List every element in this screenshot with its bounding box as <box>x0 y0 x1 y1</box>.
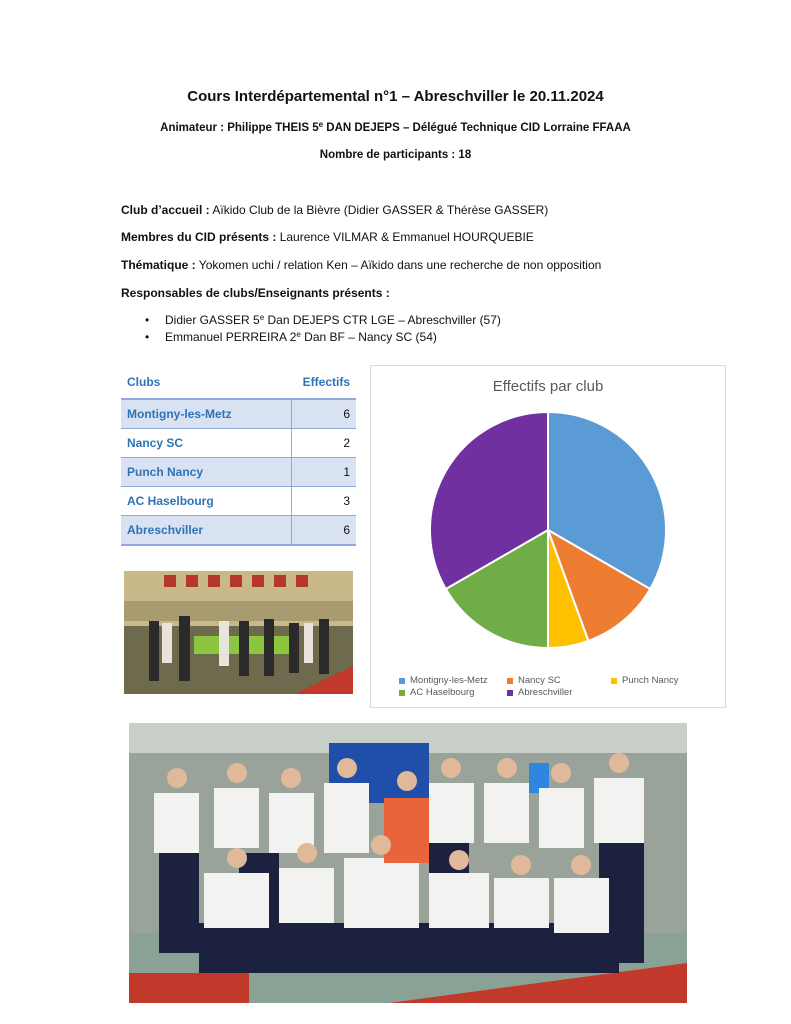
membres-cid-value: Laurence VILMAR & Emmanuel HOURQUEBIE <box>276 230 534 244</box>
list-item: • Didier GASSER 5e Dan DEJEPS CTR LGE – Abreschviller (57) <box>145 312 501 329</box>
legend-label: AC Haselbourg <box>410 687 475 698</box>
effectifs-table <box>121 366 356 546</box>
responsables-heading: Responsables de clubs/Enseignants présents : <box>121 286 390 300</box>
table-row: Punch Nancy 1 <box>121 458 356 487</box>
table-row: Nancy SC 2 <box>121 429 356 458</box>
legend-item <box>399 675 488 686</box>
legend-label: Abreschviller <box>518 687 573 698</box>
col-clubs: Clubs <box>127 375 161 389</box>
table-row: Abreschviller 6 <box>121 516 356 546</box>
membres-cid-line <box>121 230 534 244</box>
legend-label: Montigny-les-Metz <box>410 675 488 686</box>
legend-swatch <box>399 678 405 684</box>
legend-label: Punch Nancy <box>622 675 679 686</box>
club-accueil-line <box>121 203 548 217</box>
thematique-line <box>121 258 601 272</box>
club-accueil-label: Club d’accueil : <box>121 203 210 217</box>
membres-cid-label: Membres du CID présents : <box>121 230 277 244</box>
responsables-list <box>145 312 501 346</box>
group-photo-large <box>129 723 687 1003</box>
col-effectifs: Effectifs <box>302 375 350 389</box>
legend-swatch <box>611 678 617 684</box>
pie-svg <box>371 366 725 666</box>
table-row: AC Haselbourg 3 <box>121 487 356 516</box>
legend-label: Nancy SC <box>518 675 561 686</box>
legend-item <box>507 687 572 698</box>
legend-item <box>507 675 561 686</box>
table-row: Montigny-les-Metz 6 <box>121 400 356 429</box>
group-photo-small <box>124 571 353 694</box>
table-header <box>121 366 356 400</box>
pie-chart <box>370 365 726 708</box>
list-item: • Emmanuel PERREIRA 2e Dan BF – Nancy SC (54) <box>145 329 501 346</box>
participants-count: Nombre de participants : 18 <box>319 149 472 161</box>
legend-swatch <box>399 690 405 696</box>
legend-item <box>611 675 679 686</box>
chart-title: Effectifs par club <box>492 378 604 395</box>
legend-item <box>399 687 474 698</box>
animateur-line: Animateur : Philippe THEIS 5e DAN DEJEPS – Délégué Technique CID Lorraine FFAAA <box>160 120 631 134</box>
club-accueil-value: Aïkido Club de la Bièvre (Didier GASSER & Thérèse GASSER) <box>209 203 549 217</box>
legend-swatch <box>507 678 513 684</box>
thematique-value: Yokomen uchi / relation Ken – Aïkido dans une recherche de non opposition <box>195 258 602 272</box>
page-title: Cours Interdépartemental n°1 – Abreschviller le 20.11.2024 <box>187 88 604 105</box>
thematique-label: Thématique : <box>121 258 196 272</box>
legend-swatch <box>507 690 513 696</box>
